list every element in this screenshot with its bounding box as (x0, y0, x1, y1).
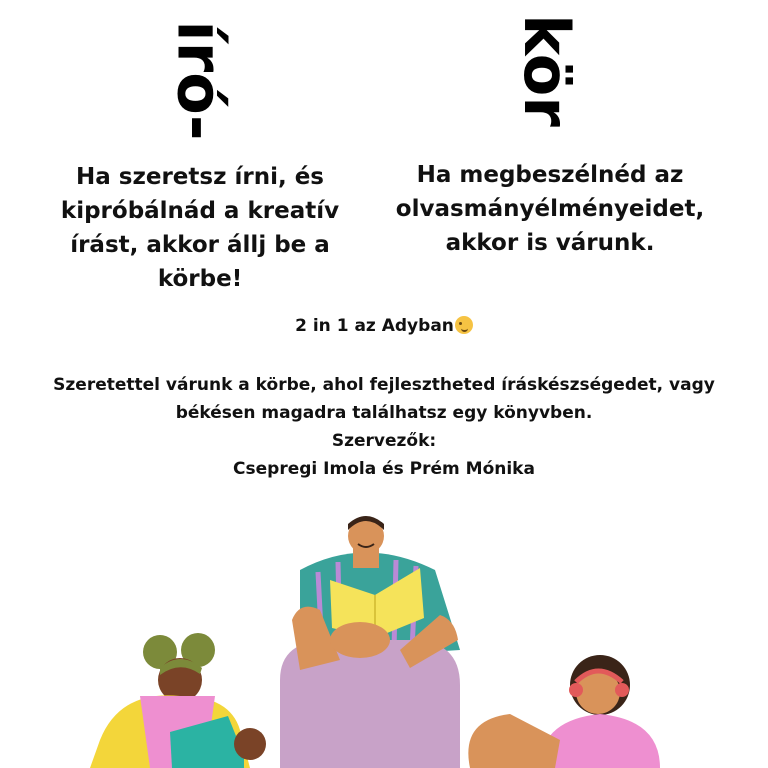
description-line: Szeretettel várunk a körbe, ahol fejlesztheted íráskészségedet, vagy (53, 375, 715, 395)
right-line: akkor is várunk. (445, 230, 655, 256)
tagline (0, 316, 768, 336)
tagline-text: 2 in 1 az Adyban (295, 316, 454, 336)
title-word-left: író- (163, 20, 237, 141)
description-line: békésen magadra találhatsz egy könyvben. (175, 403, 593, 423)
right-line: Ha megbeszélnéd az (416, 162, 684, 188)
woman-listening-figure (468, 655, 660, 768)
left-line: kipróbálnád a kreatív (60, 198, 340, 224)
left-column-text (30, 160, 370, 296)
title-word-right: kör (509, 14, 583, 127)
right-column-text (390, 158, 710, 260)
left-line: írást, akkor állj be a körbe! (70, 232, 330, 292)
reading-people-illustration (0, 500, 768, 768)
man-reading-figure (280, 516, 460, 768)
right-line: olvasmányélményeidet, (395, 196, 705, 222)
organizers-names: Csepregi Imola és Prém Mónika (233, 459, 535, 479)
organizers-label: Szervezők: (331, 431, 437, 451)
left-line: Ha szeretsz írni, és (76, 164, 324, 190)
winking-face-icon (455, 316, 473, 334)
description-block (0, 371, 768, 483)
woman-reading-figure (90, 633, 266, 768)
